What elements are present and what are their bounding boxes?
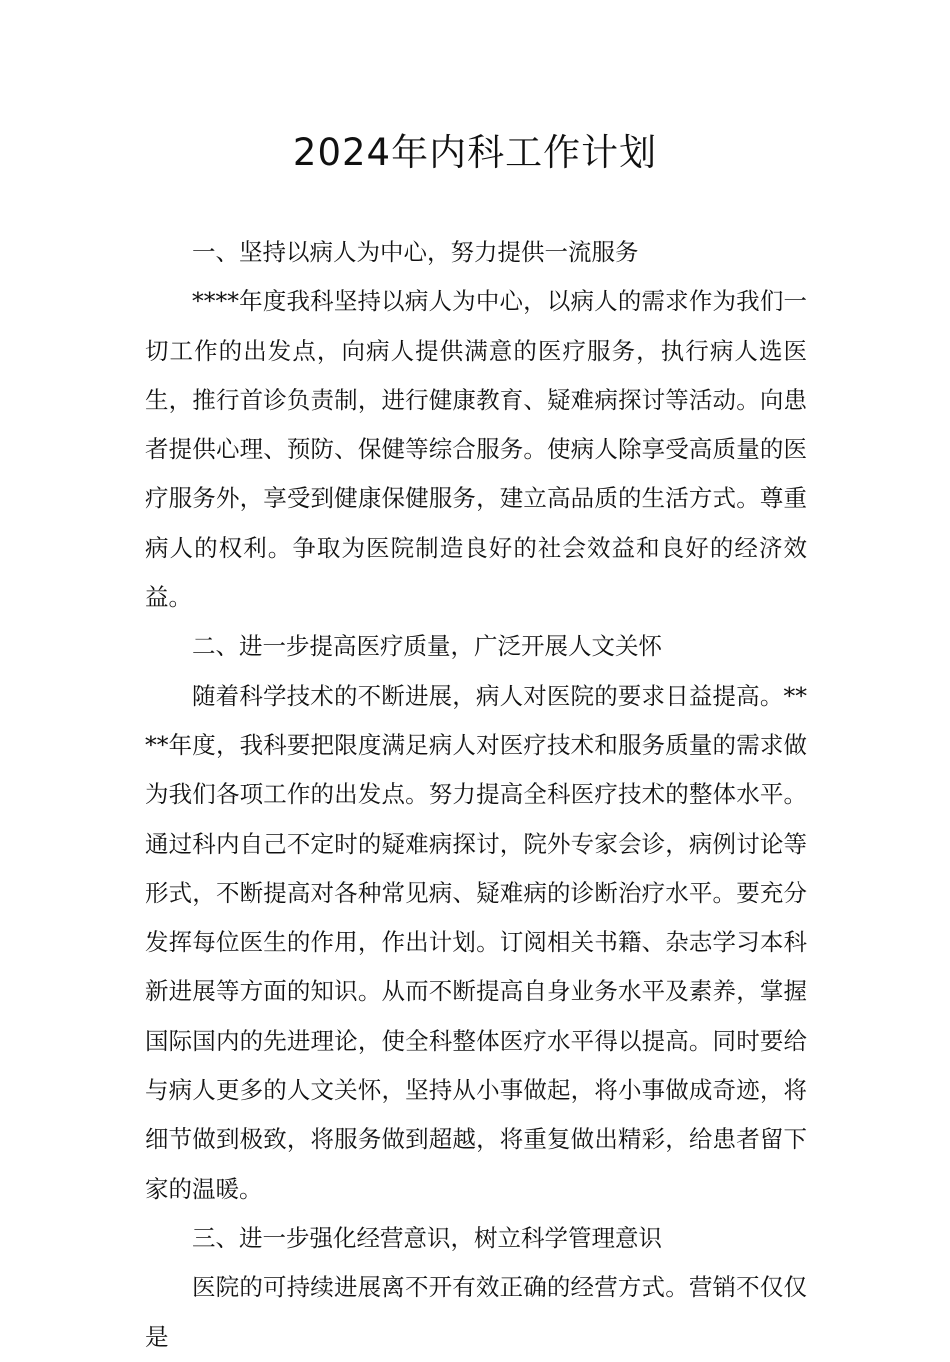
body-paragraph-1: ****年度我科坚持以病人为中心，以病人的需求作为我们一切工作的出发点，向病人提供满意的医疗服务，执行病人选医生，推行首诊负责制，进行健康教育、疑难病探讨等活动。向患者提供心理、预防、保健等综合服务。使病人除享受高质量的医疗服务外，享受到健康保健服务，建立高品质的生活方式。尊重病人的权利。争取为医院制造良好的社会效益和良好的经济效益。 bbox=[145, 287, 807, 612]
body-paragraph-3: 医院的可持续进展离不开有效正确的经营方式。营销不仅仅是 bbox=[145, 1273, 807, 1351]
section-heading-1: 一、坚持以病人为中心，努力提供一流服务 bbox=[192, 238, 639, 266]
body-paragraph-2: 随着科学技术的不断进展，病人对医院的要求日益提高。****年度，我科要把限度满足病人对医疗技术和服务质量的需求做为我们各项工作的出发点。努力提高全科医疗技术的整体水平。通过科内自己不定时的疑难病探讨，院外专家会诊，病例讨论等形式，不断提高对各种常见病、疑难病的诊断治疗水平。要充分发挥每位医生的作用，作出计划。订阅相关书籍、杂志学习本科新进展等方面的知识。从而不断提高自身业务水平及素养，掌握国际国内的先进理论，使全科整体医疗水平得以提高。同时要给与病人更多的人文关怀，坚持从小事做起，将小事做成奇迹，将细节做到极致，将服务做到超越，将重复做出精彩，给患者留下家的温暖。 bbox=[145, 681, 807, 1203]
document-body bbox=[145, 228, 807, 1362]
section-heading-3: 三、进一步强化经营意识，树立科学管理意识 bbox=[192, 1223, 662, 1252]
section-heading-2: 二、进一步提高医疗质量，广泛开展人文关怀 bbox=[192, 632, 662, 661]
document-title: 2024年内科工作计划 bbox=[292, 131, 658, 174]
